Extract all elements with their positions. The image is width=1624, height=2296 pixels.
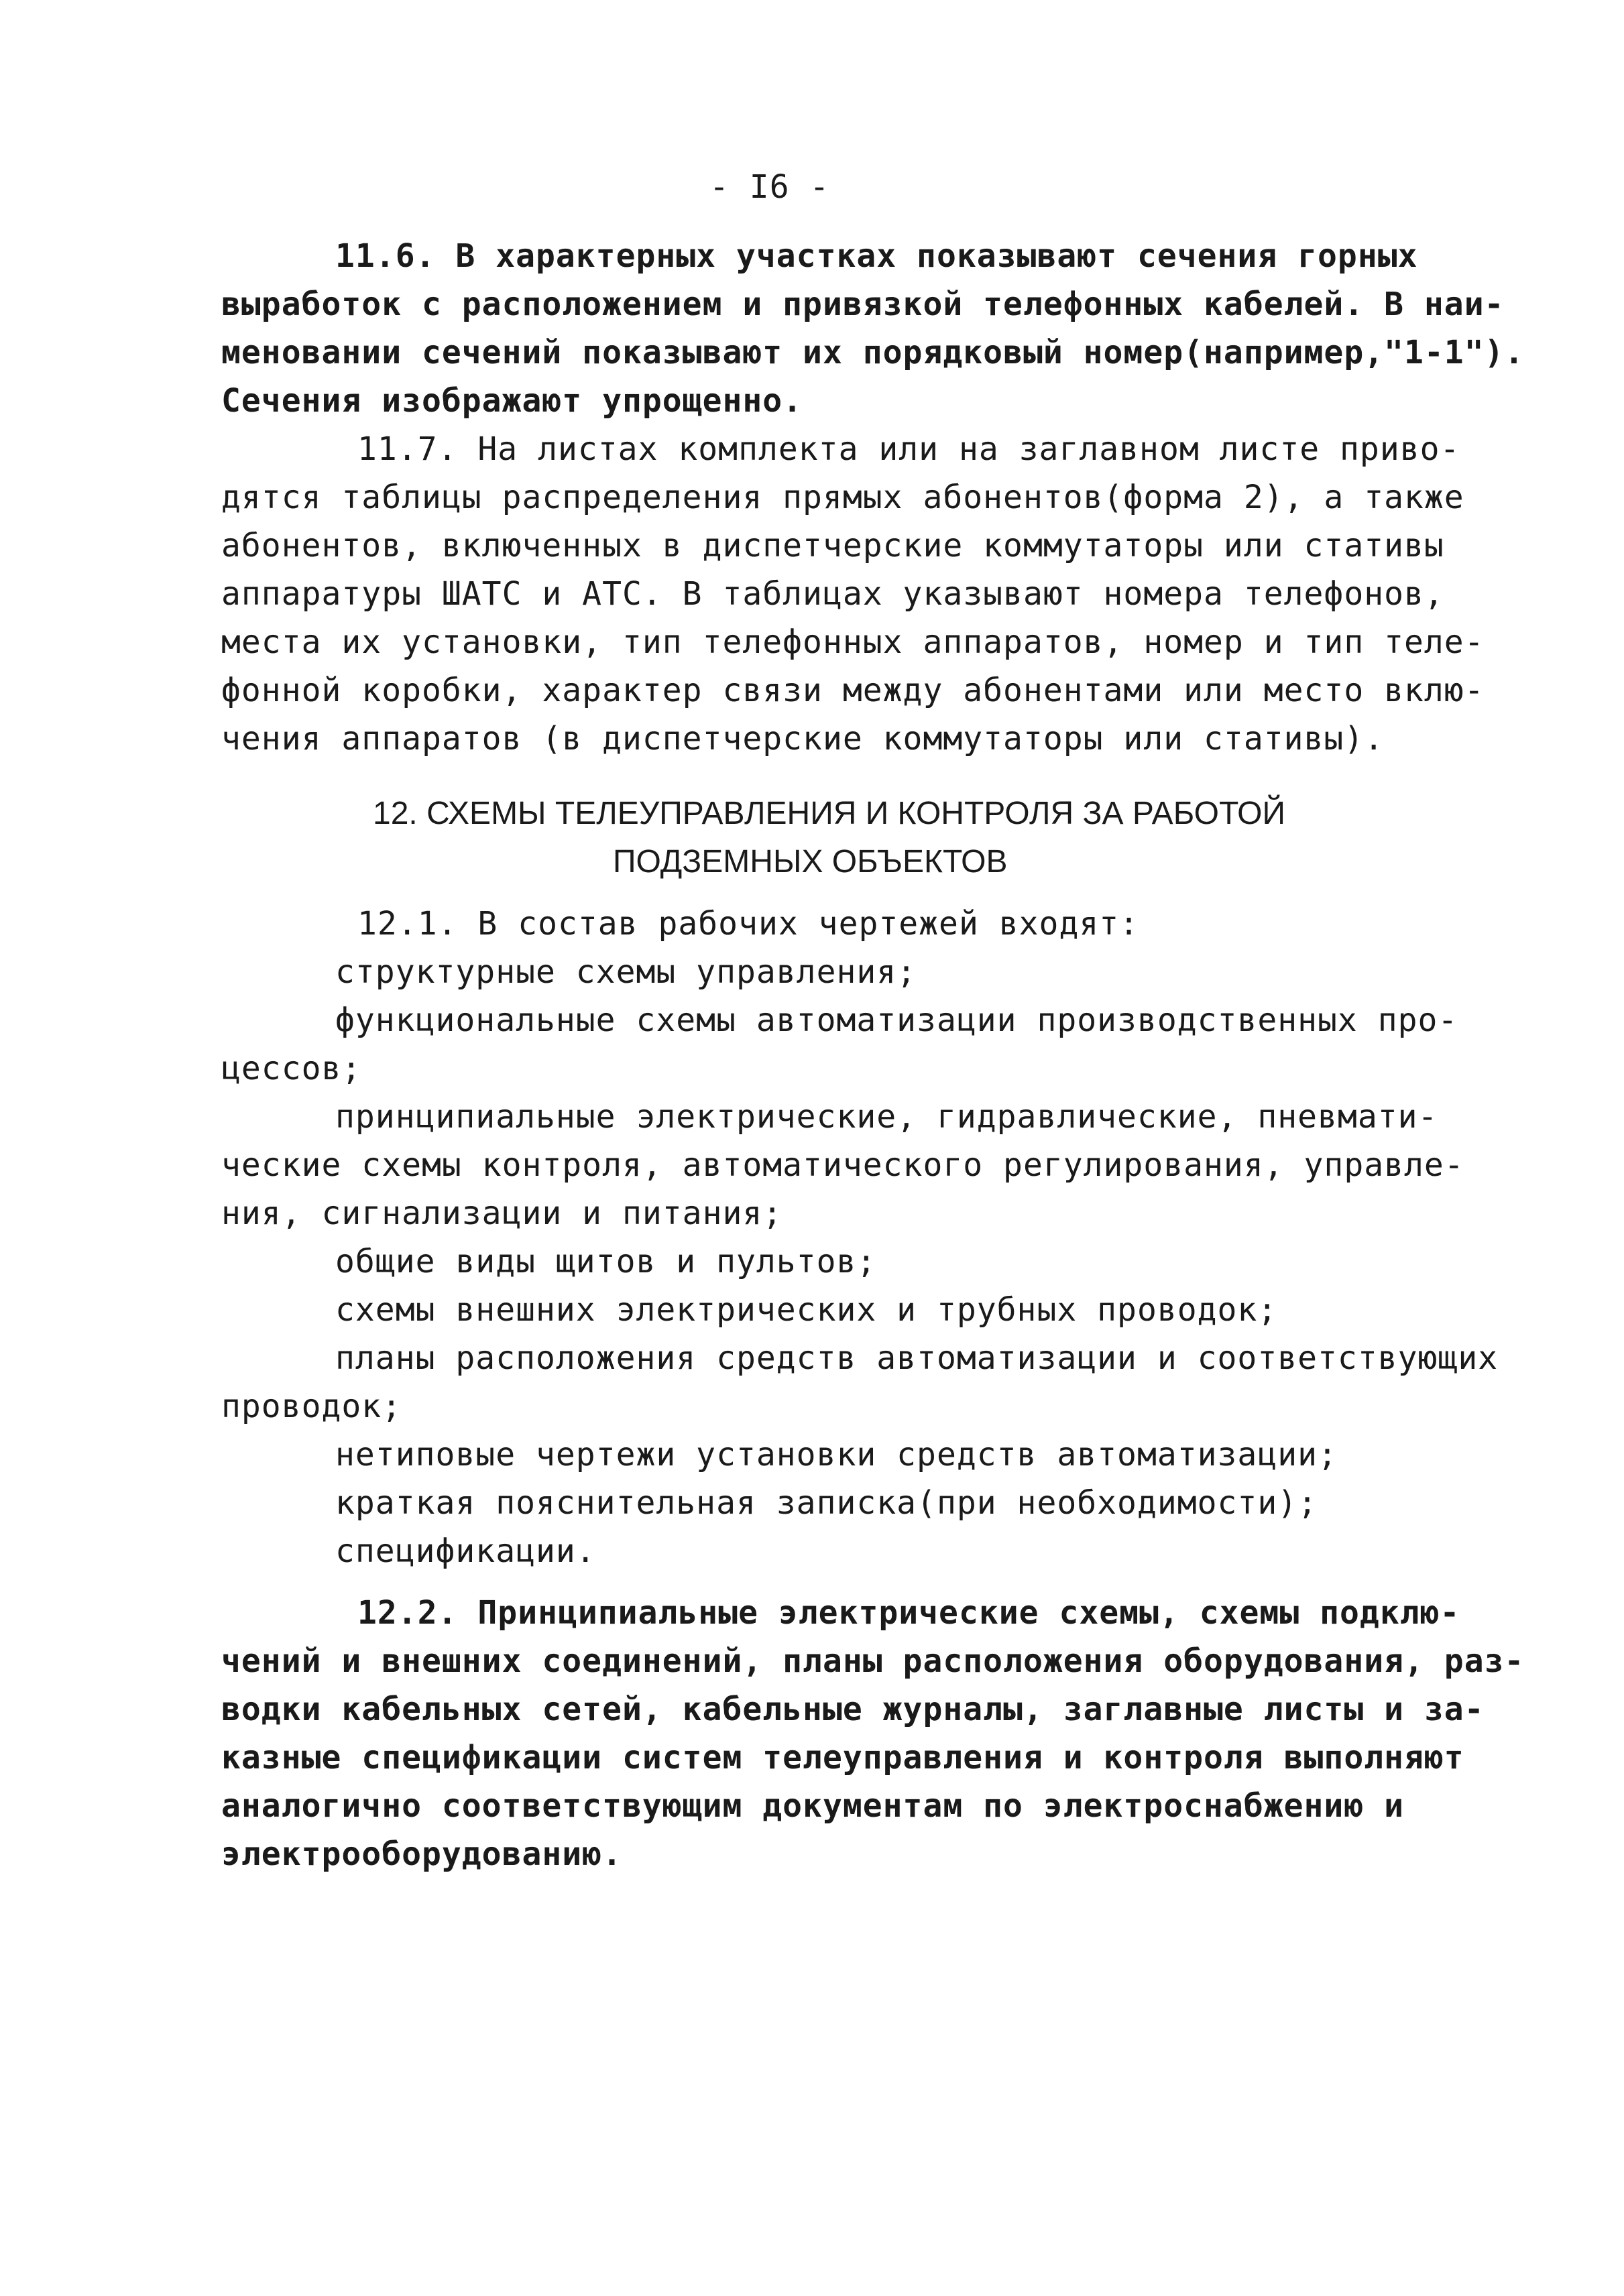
paragraph-11-7-line: чения аппаратов (в диспетчерские коммутаторы или стативы). [221,720,1385,758]
paragraph-12-1-item: ческие схемы контроля, автоматического регулирования, управле- [221,1146,1464,1184]
paragraph-11-7-line: места их установки, тип телефонных аппаратов, номер и тип теле- [221,623,1485,661]
paragraph-12-1-item: ния, сигнализации и питания; [221,1195,783,1232]
paragraph-12-1-item: принципиальные электрические, гидравлические, пневмати- [335,1098,1438,1136]
paragraph-12-1-item: структурные схемы управления; [335,953,917,991]
paragraph-12-1-item: функциональные схемы автоматизации производственных про- [335,1002,1458,1039]
paragraph-11-6-line: меновании сечений показывают их порядковый номер(например,"1-1"). [221,334,1525,371]
paragraph-11-7-line: 11.7. На листах комплекта или на заглавном листе приво- [357,430,1460,468]
paragraph-11-7-line: дятся таблицы распределения прямых абонентов(форма 2), а также [221,479,1464,516]
paragraph-12-2-line: 12.2. Принципиальные электрические схемы, схемы подклю- [357,1594,1460,1632]
paragraph-12-1-item: краткая пояснительная записка(при необходимости); [335,1484,1318,1522]
section-12-heading: 12. СХЕМЫ ТЕЛЕУПРАВЛЕНИЯ И КОНТРОЛЯ ЗА РАБОТОЙ [373,796,1285,831]
paragraph-11-7-line: фонной коробки, характер связи между абонентами или место вклю- [221,672,1485,709]
paragraph-12-2-line: водки кабельных сетей, кабельные журналы, заглавные листы и за- [221,1691,1485,1728]
paragraph-12-1-item: общие виды щитов и пультов; [335,1243,877,1280]
paragraph-12-2-line: казные спецификации систем телеуправления и контроля выполняют [221,1739,1464,1776]
paragraph-12-1-item: схемы внешних электрических и трубных проводок; [335,1291,1278,1329]
paragraph-12-1-item: нетиповые чертежи установки средств автоматизации; [335,1436,1338,1473]
paragraph-11-6-line: Сечения изображают упрощенно. [221,382,803,420]
paragraph-12-1-item: проводок; [221,1388,402,1425]
paragraph-11-6-line: выработок с расположением и привязкой телефонных кабелей. В наи- [221,286,1505,323]
paragraph-12-2-line: электрооборудованию. [221,1835,622,1873]
section-12-heading: ПОДЗЕМНЫХ ОБЪЕКТОВ [613,844,1008,880]
paragraph-11-6-line: 11.6. В характерных участках показывают сечения горных [335,237,1418,275]
paragraph-12-1-item: цессов; [221,1050,362,1087]
paragraph-11-7-line: аппаратуры ШАТС и АТС. В таблицах указывают номера телефонов, [221,575,1444,613]
paragraph-11-7-line: абонентов, включенных в диспетчерские коммутаторы или стативы [221,527,1444,564]
paragraph-12-1-item: спецификации. [335,1532,596,1570]
paragraph-12-2-line: аналогично соответствующим документам по электроснабжению и [221,1787,1405,1825]
paragraph-12-1-item: планы расположения средств автоматизации и соответствующих [335,1339,1499,1377]
paragraph-12-1-line: 12.1. В состав рабочих чертежей входят: [357,905,1140,943]
page-number: - I6 - [709,168,830,206]
paragraph-12-2-line: чений и внешних соединений, планы расположения оборудования, раз- [221,1642,1525,1680]
